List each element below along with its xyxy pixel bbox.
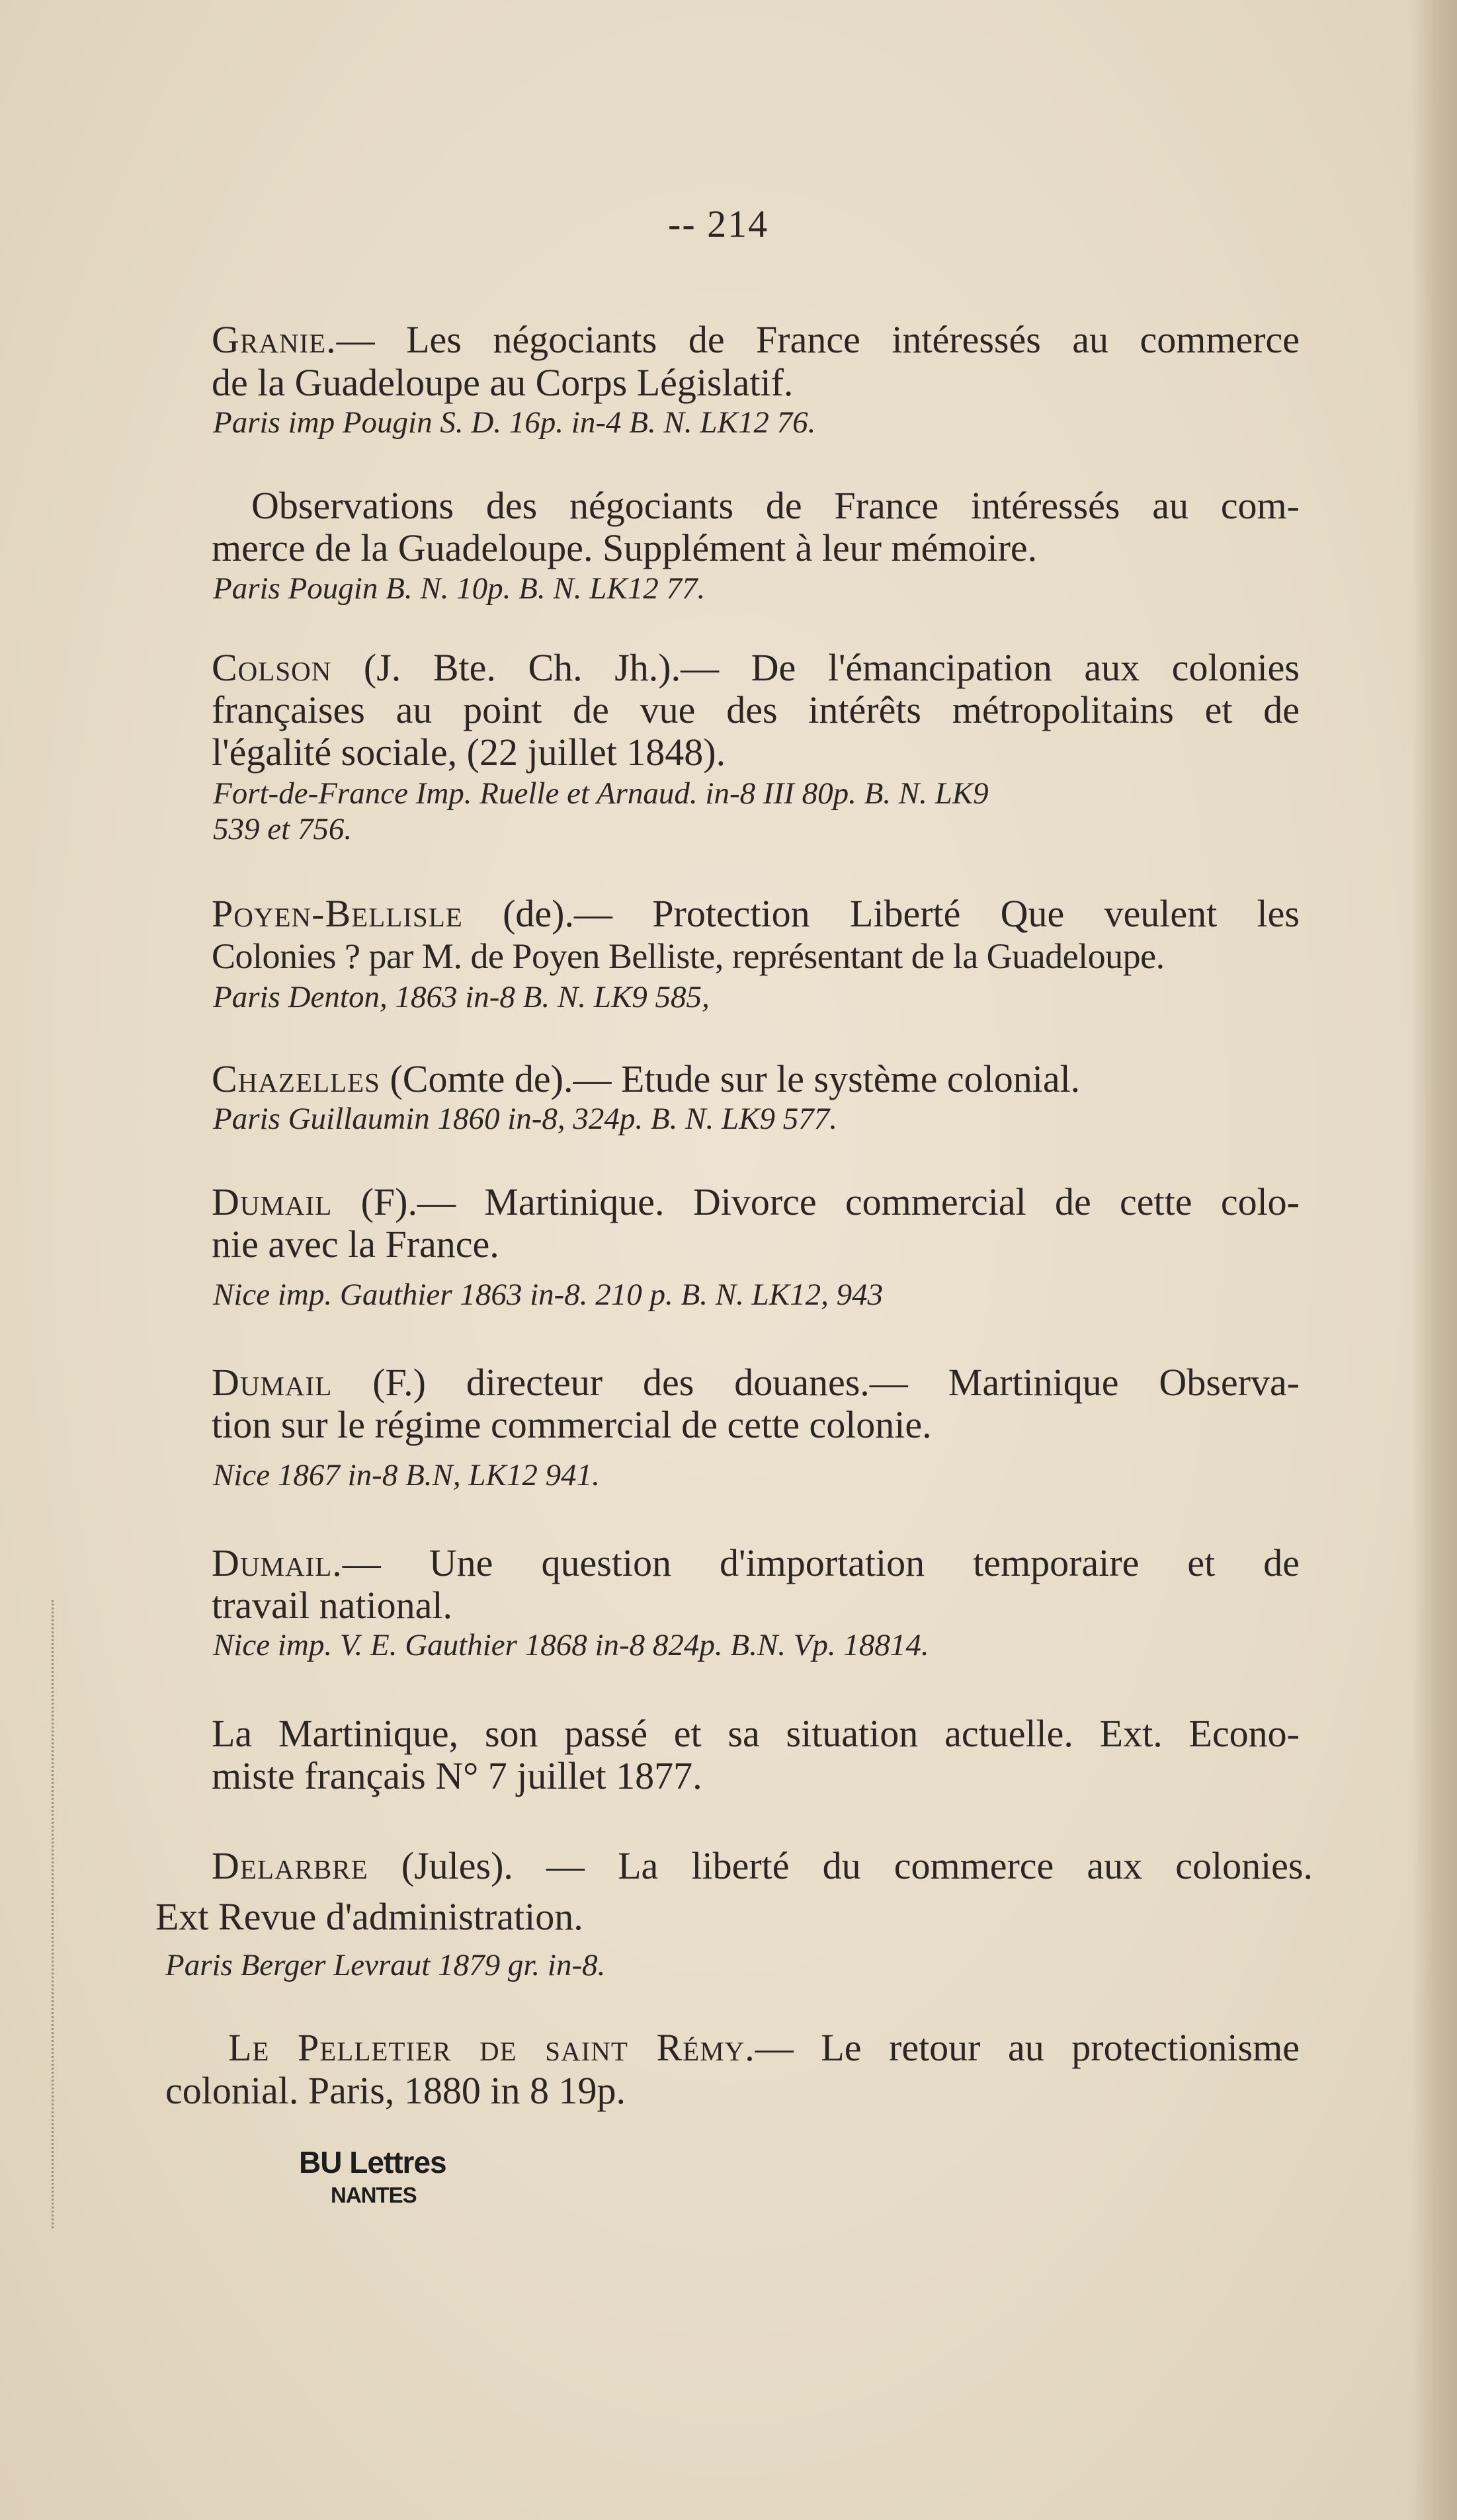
entry-line: Dumail.— Une question d'importation temporaire et de: [212, 1541, 1300, 1584]
publication-info: Fort-de-France Imp. Ruelle et Arnaud. in-8 III 80p. B. N. LK9: [213, 776, 989, 811]
publication-info: Paris Pougin B. N. 10p. B. N. LK12 77.: [213, 571, 706, 606]
entry-line: nie avec la France.: [212, 1223, 499, 1266]
author-name: Colson: [212, 646, 332, 689]
entry-line: colonial. Paris, 1880 in 8 19p.: [165, 2069, 626, 2112]
entry-line: l'égalité sociale, (22 juillet 1848).: [212, 731, 726, 774]
entry-line: Delarbre (Jules). — La liberté du commerce aux colonies.: [212, 1844, 1313, 1887]
author-name: Chazelles: [212, 1057, 380, 1100]
entry-line: Colonies ? par M. de Poyen Belliste, représentant de la Guadeloupe.: [212, 936, 1165, 976]
entry-line: travail national.: [212, 1584, 452, 1627]
entry-line: Colson (J. Bte. Ch. Jh.).— De l'émancipation aux colonies: [212, 646, 1300, 689]
author-name: Le Pelletier de saint Rémy.: [228, 2026, 755, 2069]
publication-info: 539 et 756.: [213, 812, 353, 846]
entry-line: Observations des négociants de France intéressés au com-: [251, 484, 1300, 527]
publication-info: Nice imp. Gauthier 1863 in-8. 210 p. B. N. LK12, 943: [213, 1278, 884, 1312]
entry-line: Le Pelletier de saint Rémy.— Le retour au protectionisme: [228, 2026, 1300, 2069]
publication-info: Nice imp. V. E. Gauthier 1868 in-8 824p. B.N. Vp. 18814.: [213, 1628, 929, 1662]
entry-line: Dumail (F).— Martinique. Divorce commercial de cette colo-: [212, 1180, 1300, 1223]
page-number: -- 214: [668, 202, 769, 245]
entry-line: Poyen-Bellisle (de).— Protection Liberté Que veulent les: [212, 892, 1300, 935]
publication-info: Paris Denton, 1863 in-8 B. N. LK9 585,: [213, 980, 710, 1014]
entry-line: tion sur le régime commercial de cette colonie.: [212, 1403, 932, 1446]
publication-info: Paris Berger Levraut 1879 gr. in-8.: [165, 1948, 606, 1982]
entry-line: merce de la Guadeloupe. Supplément à leur mémoire.: [212, 526, 1038, 569]
author-name: Dumail: [212, 1361, 333, 1404]
entry-line: françaises au point de vue des intérêts métropolitains et de: [212, 688, 1300, 731]
entry-line: miste français N° 7 juillet 1877.: [212, 1754, 702, 1797]
author-name: Granie.: [212, 318, 337, 361]
publication-info: Paris Guillaumin 1860 in-8, 324p. B. N. LK9 577.: [213, 1102, 837, 1136]
page-edge-shadow: [1411, 0, 1457, 2520]
author-name: Delarbre: [212, 1844, 368, 1887]
library-stamp: BU Lettres NANTES: [299, 2145, 446, 2207]
entry-line: Granie.— Les négociants de France intéressés au commerce: [212, 318, 1300, 361]
binding-marks: [52, 1600, 69, 2228]
publication-info: Nice 1867 in-8 B.N, LK12 941.: [213, 1458, 600, 1492]
entry-line: Dumail (F.) directeur des douanes.— Martinique Observa-: [212, 1361, 1300, 1404]
entry-line: La Martinique, son passé et sa situation actuelle. Ext. Econo-: [212, 1712, 1300, 1755]
author-name: Dumail: [212, 1180, 333, 1223]
entry-line: Chazelles (Comte de).— Etude sur le système colonial.: [212, 1057, 1081, 1100]
publication-info: Paris imp Pougin S. D. 16p. in-4 B. N. LK12 76.: [213, 405, 816, 440]
entry-line: de la Guadeloupe au Corps Législatif.: [212, 361, 794, 404]
author-name: Dumail.: [212, 1541, 343, 1584]
entry-line: Ext Revue d'administration.: [155, 1895, 583, 1938]
author-name: Poyen-Bellisle: [212, 892, 463, 935]
